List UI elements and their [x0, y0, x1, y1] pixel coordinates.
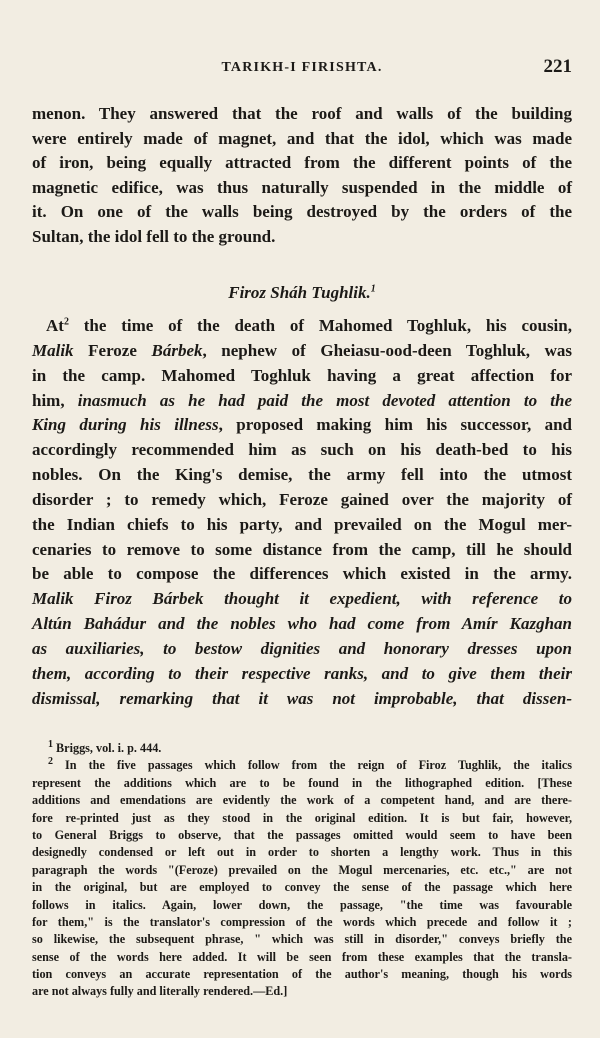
text-line: disorder ; to remedy which, Feroze gained over the majority of: [32, 489, 572, 509]
footnote-line: represent the additions which are to be found in the lithographed edition. [These: [32, 775, 572, 790]
text-line: of iron, being equally attracted from the different points of the: [32, 153, 572, 172]
text-line: accordingly recommended him as such on his death-bed to his: [32, 440, 572, 460]
text-line: menon. They answered that the roof and walls of the building: [32, 104, 572, 123]
text-line: Sultan, the idol fell to the ground.: [32, 226, 276, 246]
section-heading: [32, 283, 572, 303]
footnote-line: for them," is the translator's compression of the words which precede and follow it ;: [32, 914, 572, 929]
continued-paragraph: [32, 102, 572, 249]
footnote-line: tion conveys an accurate representation of the author's meaning, though his words: [32, 967, 572, 982]
text-line: were entirely made of magnet, and that the idol, which was made: [32, 128, 572, 148]
page-header: [32, 56, 572, 86]
text-line: it. On one of the walls being destroyed by the orders of the: [32, 202, 572, 221]
text-line: be able to compose the differences which existed in the army.: [32, 564, 572, 584]
text-line: cenaries to remove to some distance from the camp, till he should: [32, 539, 572, 559]
footnote-2: $^2$ In the five passages which follow from the reign of Firoz Tughlik, the italics: [48, 756, 572, 773]
text-line: Malik Firoz Bárbek thought it expedient, with reference to: [32, 589, 572, 609]
footnote-line: are not always fully and literally rendered.—Ed.]: [32, 984, 288, 999]
footnote-line: sense of the words here added. It will be seen from these examples that the transla-: [32, 949, 572, 964]
footnote-line: paragraph the words "(Feroze) prevailed on the Mogul mercenaries, etc. etc.," are not: [32, 862, 572, 877]
text-line: nobles. On the King's demise, the army fell into the utmost: [32, 465, 572, 485]
running-title: TARIKH-I FIRISHTA.: [221, 60, 383, 75]
page-number: 221: [543, 56, 572, 77]
text-line: King during his illness, proposed making him his successor, and: [32, 415, 572, 435]
footnote-ref: 1: [370, 283, 376, 295]
text-line: Altún Bahádur and the nobles who had come from Amír Kazghan: [32, 614, 572, 634]
footnote-1: $^1$ Briggs, vol. i. p. 444.: [48, 738, 162, 755]
footnote-line: so likewise, the subsequent phrase, " which was still in disorder," conveys briefly the: [32, 932, 572, 947]
text-line: dismissal, remarking that it was not improbable, that dissen-: [32, 688, 572, 708]
text-line: At$^2$ the time of the death of Mahomed Toghluk, his cousin,: [46, 316, 572, 335]
text-line: as auxiliaries, to bestow dignities and honorary dresses upon: [32, 638, 572, 658]
footnote-ref: 2: [63, 316, 69, 328]
footnote-line: to General Briggs to observe, that the passages omitted would seem to have been: [32, 827, 572, 842]
footnote-line: fore re-printed just as they stood in the original edition. It is but fair, however,: [32, 810, 572, 825]
text-line: him, inasmuch as he had paid the most devoted attention to the: [32, 390, 573, 410]
text-line: them, according to their respective ranks, and to give them their: [32, 663, 572, 683]
footnote-line: in the original, but are employed to convey the sense of the passage which here: [32, 880, 572, 895]
text-line: the Indian chiefs to his party, and prevailed on the Mogul mer-: [32, 514, 572, 534]
footnotes: [32, 740, 572, 1001]
text-line: Malik Feroze Bárbek, nephew of Gheiasu-ood-deen Toghluk, was: [32, 340, 573, 360]
footnote-line: additions and emendations are evidently the work of a competent hand, and are there-: [32, 793, 572, 808]
text-line: magnetic edifice, was thus naturally suspended in the middle of: [32, 177, 572, 197]
text-line: in the camp. Mahomed Toghluk having a great affection for: [32, 365, 572, 385]
footnote-line: designedly condensed or left out in order to shorten a lengthy work. Thus in this: [32, 845, 572, 860]
footnote-line: follows in italics. Again, lower down, the passage, "the time was favourable: [32, 897, 572, 912]
main-paragraph: [32, 314, 572, 712]
section-heading-text: Firoz Sháh Tughlik.: [228, 283, 371, 302]
